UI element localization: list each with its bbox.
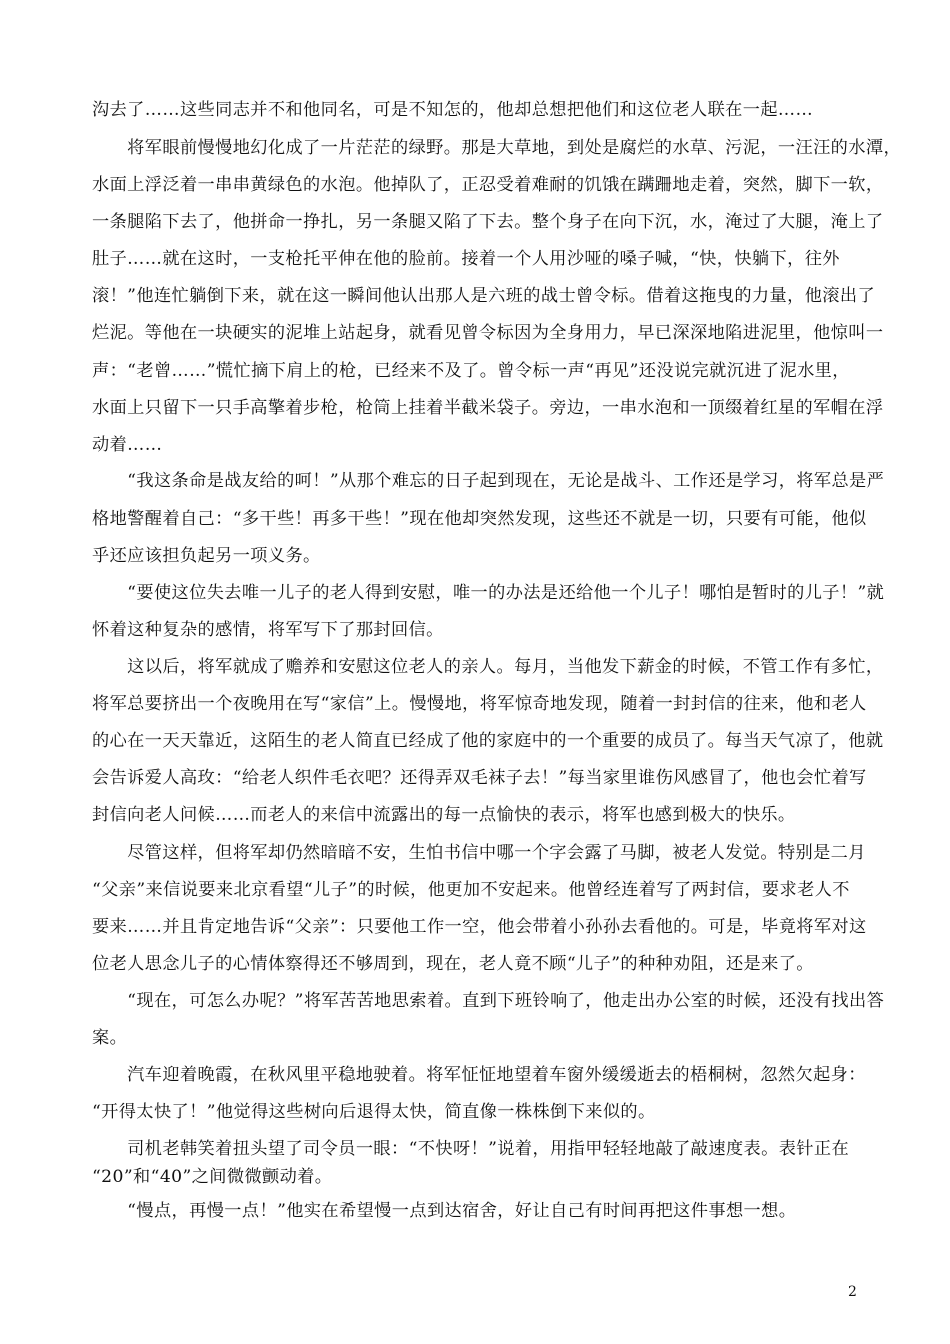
- text-line: 会告诉爱人高玫：“给老人织件毛衣吧？还得弄双毛袜子去！”每当家里谁伤风感冒了，他也会忙着写: [92, 768, 867, 788]
- text-line: 将军眼前慢慢地幻化成了一片茫茫的绿野。那是大草地，到处是腐烂的水草、污泥，一汪汪的水潭，: [92, 138, 902, 158]
- text-line: “开得太快了！”他觉得这些树向后退得太快，简直像一株株倒下来似的。: [92, 1102, 656, 1122]
- text-line: 要来……并且肯定地告诉“父亲”：只要他工作一空，他会带着小孙孙去看他的。可是，毕竟将军对这: [92, 917, 867, 937]
- text-line: 动着……: [92, 435, 163, 455]
- page-number: 2: [848, 1284, 857, 1300]
- text-line: 案。: [92, 1028, 128, 1048]
- text-line: “20”和“40”之间微微颤动着。: [92, 1167, 333, 1187]
- text-line: “慢点，再慢一点！”他实在希望慢一点到达宿舍，好让自己有时间再把这件事想一想。: [92, 1201, 797, 1221]
- text-line: 水面上浮泛着一串串黄绿色的水泡。他掉队了，正忍受着难耐的饥饿在蹒跚地走着，突然，脚下一软，: [92, 175, 884, 195]
- text-line: 格地警醒着自己：“多干些！再多干些！”现在他却突然发现，这些还不就是一切，只要有可能，他似: [92, 509, 867, 529]
- text-line: 司机老韩笑着扭头望了司令员一眼：“不快呀！”说着，用指甲轻轻地敲了敲速度表。表针正在: [92, 1139, 850, 1159]
- text-line: 肚子……就在这时，一支枪托平伸在他的脸前。接着一个人用沙哑的嗓子喊，“快，快躺下，往外: [92, 249, 840, 269]
- text-line: 封信向老人问候……而老人的来信中流露出的每一点愉快的表示，将军也感到极大的快乐。: [92, 805, 796, 825]
- text-line: “要使这位失去唯一儿子的老人得到安慰，唯一的办法是还给他一个儿子！哪怕是暂时的儿子！”就: [92, 583, 885, 603]
- text-line: 沟去了……这些同志并不和他同名，可是不知怎的，他却总想把他们和这位老人联在一起……: [92, 100, 814, 120]
- text-line: 尽管这样，但将军却仍然暗暗不安，生怕书信中哪一个字会露了马脚，被老人发觉。特别是二月: [92, 843, 866, 863]
- text-line: 怀着这种复杂的感情，将军写下了那封回信。: [92, 620, 444, 640]
- text-line: 一条腿陷下去了，他拼命一挣扎，另一条腿又陷了下去。整个身子在向下沉，水，淹过了大腿，淹上了: [92, 212, 884, 232]
- text-line: “父亲”来信说要来北京看望“儿子”的时候，他更加不安起来。他曾经连着写了两封信，要求老人不: [92, 880, 850, 900]
- text-line: 位老人思念儿子的心情体察得还不够周到，现在，老人竟不顾“儿子”的种种劝阻，还是来了。: [92, 954, 814, 974]
- text-line: 水面上只留下一只手高擎着步枪，枪筒上挂着半截米袋子。旁边，一串水泡和一顶缀着红星的军帽在浮: [92, 398, 884, 418]
- text-line: 乎还应该担负起另一项义务。: [92, 546, 321, 566]
- text-line: “现在，可怎么办呢？”将军苦苦地思索着。直到下班铃响了，他走出办公室的时候，还没有找出答: [92, 991, 885, 1011]
- text-line: 烂泥。等他在一块硬实的泥堆上站起身，就看见曾令标因为全身用力，早已深深地陷进泥里，他惊叫一: [92, 323, 884, 343]
- text-line: “我这条命是战友给的呵！”从那个难忘的日子起到现在，无论是战斗、工作还是学习，将军总是严: [92, 471, 885, 491]
- text-line: 汽车迎着晚霞，在秋风里平稳地驶着。将军怔怔地望着车窗外缓缓逝去的梧桐树，忽然欠起身：: [92, 1065, 866, 1085]
- text-line: 的心在一天天靠近，这陌生的老人简直已经成了他的家庭中的一个重要的成员了。每当天气凉了，他就: [92, 731, 884, 751]
- text-line: 这以后，将军就成了赡养和安慰这位老人的亲人。每月，当他发下薪金的时候，不管工作有多忙，: [92, 657, 884, 677]
- text-line: 滚！”他连忙躺倒下来，就在这一瞬间他认出那人是六班的战士曾令标。借着这拖曳的力量，他滚出了: [92, 286, 876, 306]
- text-line: 声：“老曾……”慌忙摘下肩上的枪，已经来不及了。曾令标一声“再见”还没说完就沉进了泥水里，: [92, 361, 850, 381]
- text-line: 将军总要挤出一个夜晚用在写“家信”上。慢慢地，将军惊奇地发现，随着一封封信的往来，他和老人: [92, 694, 867, 714]
